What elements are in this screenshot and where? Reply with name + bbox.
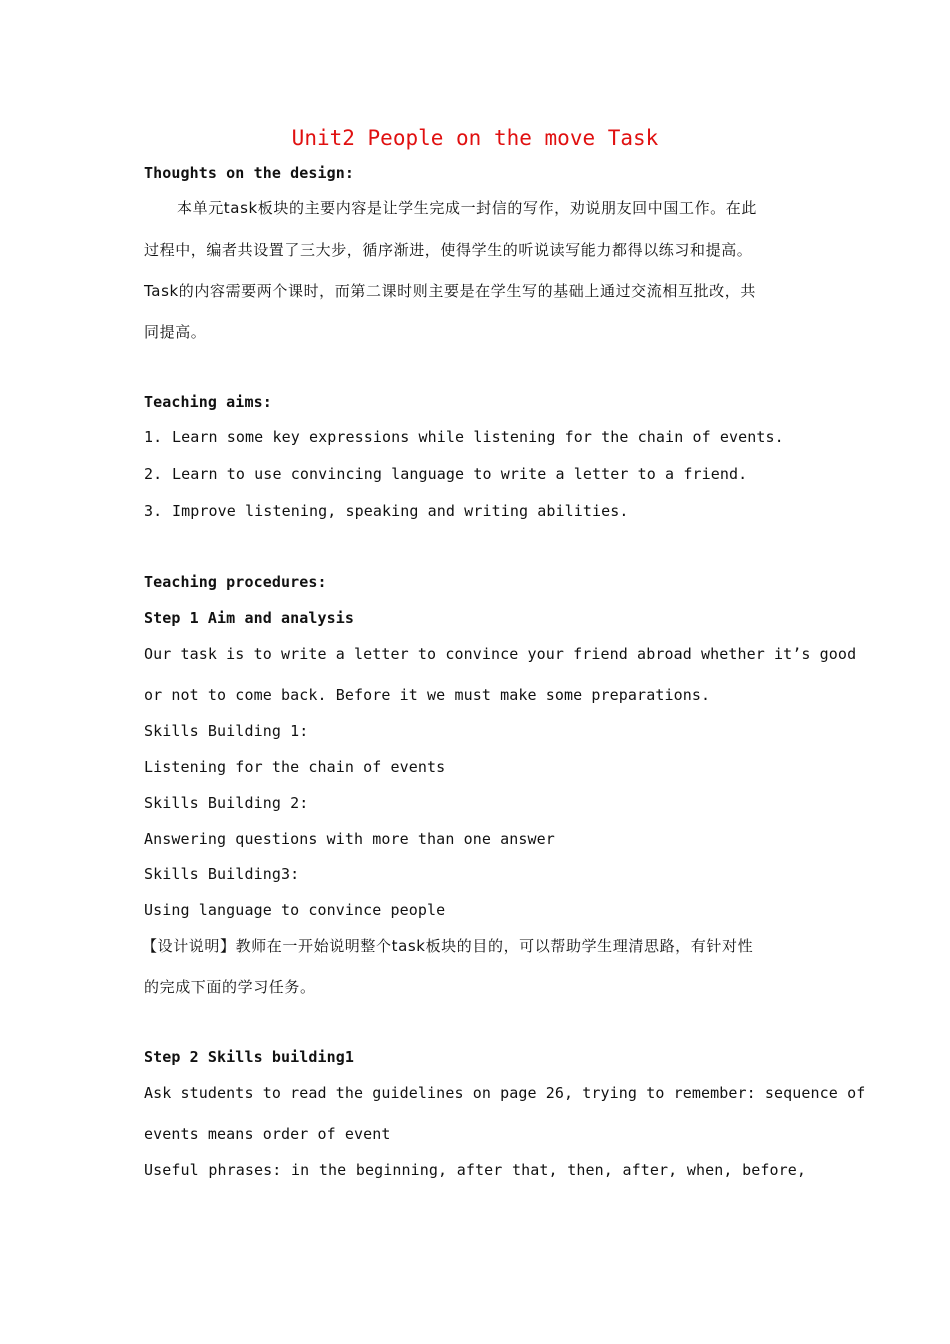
step1-para-line-1: Our task is to write a letter to convince your friend abroad whether it’s good <box>144 645 857 663</box>
design-note-text: 教师在一开始说明整个task板块的目的，可以帮助学生理清思路，有针对性 <box>235 937 754 955</box>
aim-text: Improve listening, speaking and writing abilities. <box>172 502 629 520</box>
aims-heading: Teaching aims: <box>144 393 272 411</box>
thoughts-line-4: 同提高。 <box>144 323 207 341</box>
aim-number: 2. <box>144 465 163 483</box>
thoughts-line-3: Task的内容需要两个课时，而第二课时则主要是在学生写的基础上通过交流相互批改，共 <box>144 282 756 300</box>
skills-building-3-label: Skills Building3: <box>144 865 300 883</box>
step2-para-line-1: Ask students to read the guidelines on page 26, trying to remember: sequence of <box>144 1084 866 1102</box>
aim-number: 3. <box>144 502 163 520</box>
step1-heading: Step 1 Aim and analysis <box>144 609 355 627</box>
design-note-line-1 <box>142 936 822 956</box>
skills-building-1-text: Listening for the chain of events <box>144 758 446 776</box>
thoughts-heading: Thoughts on the design: <box>144 164 355 182</box>
aim-item-1 <box>144 427 824 447</box>
step1-para-line-2: or not to come back. Before it we must make some preparations. <box>144 686 711 704</box>
aim-item-3 <box>144 501 824 521</box>
step2-para-line-2: events means order of event <box>144 1125 391 1143</box>
thoughts-line-2: 过程中，编者共设置了三大步，循序渐进，使得学生的听说读写能力都得以练习和提高。 <box>144 241 753 259</box>
document-title: Unit2 People on the move Task <box>291 126 659 150</box>
skills-building-3-text: Using language to convince people <box>144 901 446 919</box>
thoughts-line-1: 本单元task板块的主要内容是让学生完成一封信的写作，劝说朋友回中国工作。在此 <box>177 199 757 217</box>
design-note-line-2: 的完成下面的学习任务。 <box>144 978 316 996</box>
aim-number: 1. <box>144 428 163 446</box>
skills-building-1-label: Skills Building 1: <box>144 722 309 740</box>
design-note-bracket-label: 【设计说明】 <box>142 937 236 955</box>
skills-building-2-label: Skills Building 2: <box>144 794 309 812</box>
aim-text: Learn to use convincing language to write a letter to a friend. <box>172 465 748 483</box>
step2-heading: Step 2 Skills building1 <box>144 1048 355 1066</box>
aim-text: Learn some key expressions while listening for the chain of events. <box>172 428 784 446</box>
skills-building-2-text: Answering questions with more than one answer <box>144 830 555 848</box>
step2-useful-phrases: Useful phrases: in the beginning, after that, then, after, when, before, <box>144 1161 806 1179</box>
aim-item-2 <box>144 464 824 484</box>
procedures-heading: Teaching procedures: <box>144 573 327 591</box>
